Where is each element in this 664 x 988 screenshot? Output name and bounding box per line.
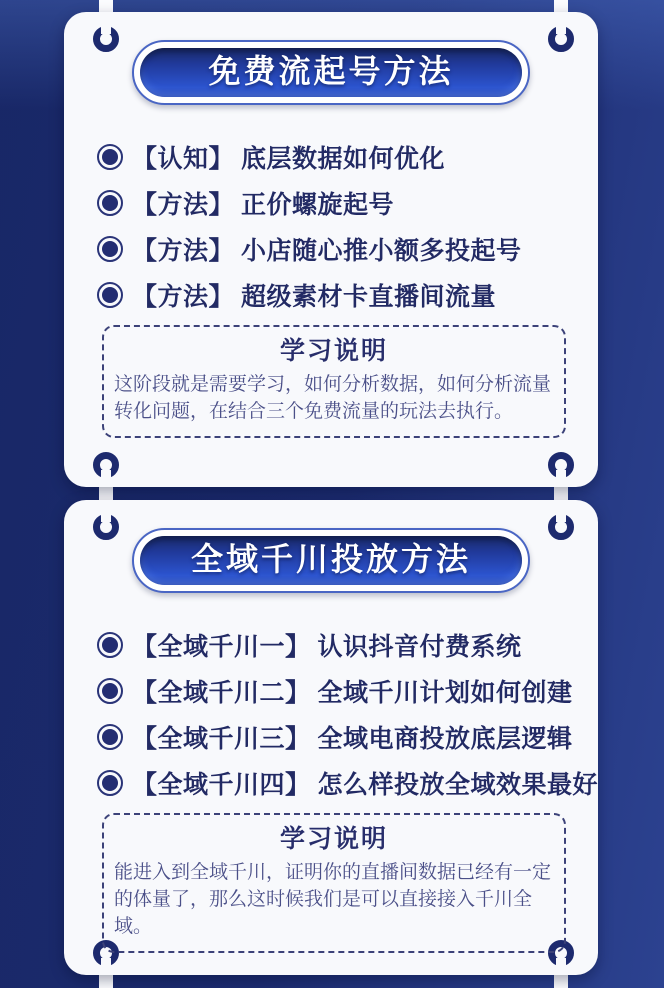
bullet-icon-core — [102, 149, 118, 165]
hook-ring-icon — [93, 452, 119, 478]
bullet-tag: 【方法】 — [132, 191, 235, 219]
bullet-text: 超级素材卡直播间流量 — [241, 283, 497, 311]
bullet-list — [97, 630, 599, 814]
bullet-icon-core — [102, 241, 118, 257]
list-item — [97, 676, 578, 706]
bullet-list — [97, 142, 578, 326]
note-title: 学习说明 — [279, 825, 388, 853]
list-item — [97, 188, 578, 218]
hook-ring-icon — [93, 514, 119, 540]
note-body: 能进入到全域千川，证明你的直播间数据已经有一定的体量了，那么这时候我们是可以直接接入千川全域。 — [114, 862, 552, 937]
bullet-icon — [97, 190, 123, 216]
hook-ring-icon — [548, 452, 574, 478]
hook-ring-icon — [93, 26, 119, 52]
bullet-icon — [97, 724, 123, 750]
bullet-icon — [97, 678, 123, 704]
note-body: 这阶段就是需要学习，如何分析数据，如何分析流量转化问题，在结合三个免费流量的玩法去执行。 — [114, 374, 552, 422]
card-free-traffic-methods — [64, 12, 598, 487]
note-box — [102, 325, 566, 438]
list-item — [97, 630, 578, 660]
bullet-text: 全域电商投放底层逻辑 — [317, 725, 573, 753]
bullet-tag: 【认知】 — [132, 145, 235, 173]
bullet-text: 全域千川计划如何创建 — [317, 679, 573, 707]
section-header-title: 全域千川投放方法 — [140, 536, 522, 585]
bullet-icon — [97, 236, 123, 262]
bullet-tag: 【方法】 — [132, 283, 235, 311]
bullet-icon-core — [102, 683, 118, 699]
bullet-text: 怎么样投放全域效果最好 — [317, 771, 599, 799]
section-header-pill — [132, 528, 530, 593]
bullet-text: 小店随心推小额多投起号 — [241, 237, 522, 265]
section-header-title: 免费流起号方法 — [140, 48, 522, 97]
bullet-icon — [97, 632, 123, 658]
bullet-text: 认识抖音付费系统 — [317, 633, 522, 661]
bullet-tag: 【全域千川二】 — [132, 679, 311, 707]
bullet-tag: 【全域千川三】 — [132, 725, 311, 753]
hook-ring-icon — [548, 26, 574, 52]
bullet-tag: 【方法】 — [132, 237, 235, 265]
hook-ring-icon — [548, 514, 574, 540]
bullet-icon-core — [102, 729, 118, 745]
note-box — [102, 813, 566, 953]
bullet-icon — [97, 144, 123, 170]
list-item — [97, 280, 578, 310]
list-item — [97, 234, 578, 264]
list-item — [97, 142, 578, 172]
bullet-tag: 【全域千川四】 — [132, 771, 311, 799]
bullet-tag: 【全域千川一】 — [132, 633, 311, 661]
section-header-pill — [132, 40, 530, 105]
bullet-text: 底层数据如何优化 — [241, 145, 446, 173]
bullet-icon-core — [102, 637, 118, 653]
list-item — [97, 722, 578, 752]
list-item — [97, 768, 599, 799]
bullet-icon-core — [102, 195, 118, 211]
bullet-icon — [97, 282, 123, 308]
bullet-icon-core — [102, 775, 118, 791]
bullet-icon — [97, 770, 123, 796]
bullet-icon-core — [102, 287, 118, 303]
bullet-text: 正价螺旋起号 — [241, 191, 395, 219]
card-qianchuan-methods — [64, 500, 598, 975]
note-title: 学习说明 — [279, 337, 388, 365]
